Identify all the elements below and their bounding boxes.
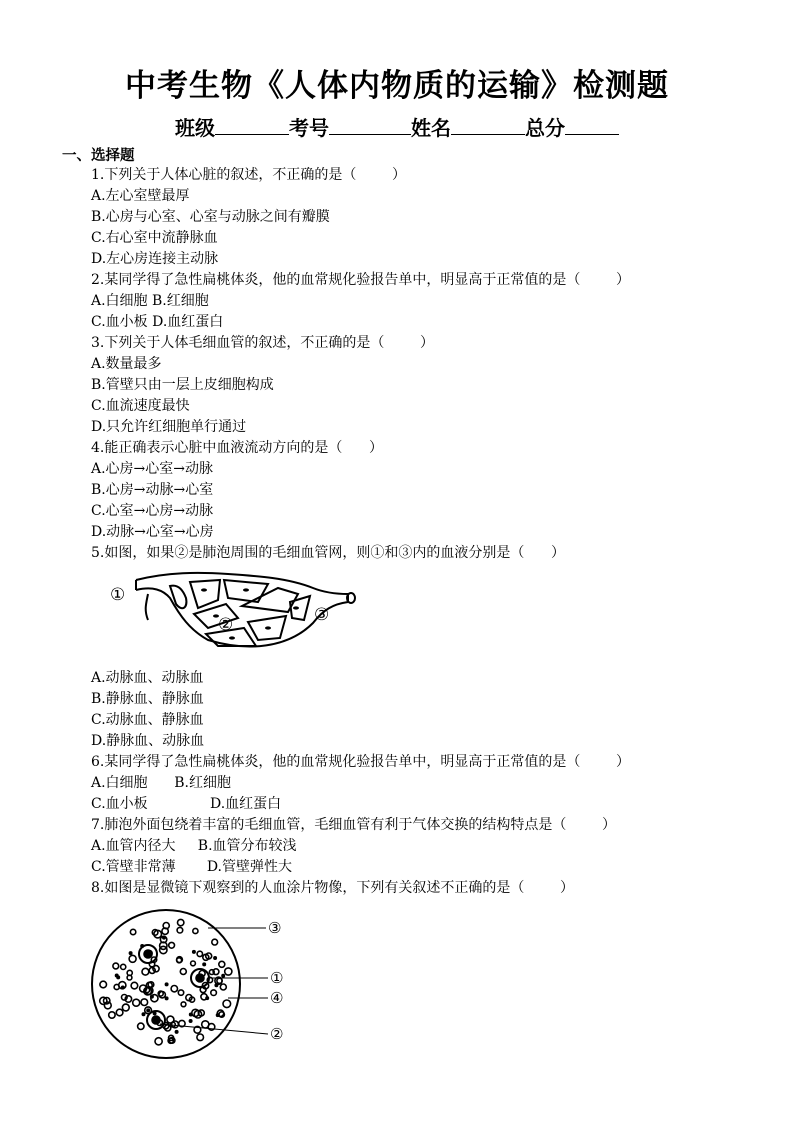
red-blood-cell: [127, 975, 132, 980]
option: A.数量最多: [91, 356, 162, 372]
fig-label: ②: [218, 615, 234, 635]
option: B.心房与心室、心室与动脉之间有瓣膜: [91, 209, 330, 225]
red-blood-cell: [169, 942, 175, 948]
platelet: [165, 983, 167, 985]
platelet: [153, 1012, 155, 1014]
option: C.血流速度最快: [91, 398, 190, 414]
platelet: [206, 997, 208, 999]
option: D.动脉→心室→心房: [91, 524, 214, 540]
class-blank: [215, 115, 289, 135]
platelet: [147, 1009, 149, 1011]
exam-no-label: 考号: [289, 116, 329, 140]
red-blood-cell: [178, 990, 183, 995]
red-blood-cell: [178, 919, 184, 925]
platelet: [193, 951, 195, 953]
platelet: [175, 1031, 177, 1033]
red-blood-cell: [191, 961, 196, 966]
option: A.血管内径大 B.血管分布较浅: [91, 838, 297, 854]
cell-nucleus: [196, 974, 204, 982]
option: C.血小板 D.血红蛋白: [91, 796, 282, 812]
platelet: [214, 957, 216, 959]
option: A.左心室壁最厚: [91, 188, 190, 204]
red-blood-cell: [100, 981, 107, 988]
red-blood-cell: [113, 963, 119, 969]
red-blood-cell: [219, 961, 225, 967]
exam-no-blank: [329, 115, 411, 135]
red-blood-cell: [211, 990, 217, 996]
platelet: [163, 936, 165, 938]
fig-label: ③: [314, 605, 330, 625]
fig-label: ④: [270, 989, 284, 1007]
option: C.血小板 D.血红蛋白: [91, 314, 224, 330]
option: C.管壁非常薄 D.管壁弹性大: [91, 859, 292, 875]
name-label: 姓名: [411, 116, 451, 140]
platelet: [165, 997, 167, 999]
name-blank: [451, 115, 525, 135]
blood-smear-figure: [88, 906, 298, 1062]
option: A.白细胞 B.红细胞: [91, 775, 231, 791]
fig-label: ③: [268, 919, 282, 937]
red-blood-cell: [142, 968, 149, 975]
red-blood-cell: [197, 1034, 204, 1041]
option: A.白细胞 B.红细胞: [91, 293, 209, 309]
red-blood-cell: [158, 991, 163, 996]
option: B.静脉血、静脉血: [91, 691, 204, 707]
red-blood-cell: [133, 999, 140, 1006]
platelet: [203, 963, 205, 965]
option: A.心房→心室→动脉: [91, 461, 214, 477]
fig-label: ②: [270, 1025, 284, 1043]
option: B.心房→动脉→心室: [91, 482, 214, 498]
cell-nucleus: [144, 950, 152, 958]
platelet: [217, 1014, 219, 1016]
red-blood-cell: [131, 982, 138, 989]
red-blood-cell: [180, 969, 186, 975]
red-blood-cell: [193, 928, 198, 933]
red-blood-cell: [220, 984, 226, 990]
red-blood-cell: [122, 1004, 129, 1011]
option: A.动脉血、动脉血: [91, 670, 204, 686]
red-blood-cell: [109, 1012, 115, 1018]
platelet: [141, 945, 143, 947]
section-title: 一、选择题: [62, 148, 135, 164]
fig-label: ①: [270, 969, 284, 987]
red-blood-cell: [130, 929, 135, 934]
option: C.心室→心房→动脉: [91, 503, 214, 519]
page-title: 中考生物《人体内物质的运输》检测题: [125, 68, 669, 104]
capillary-network-figure: [108, 568, 358, 660]
red-blood-cell: [202, 1021, 209, 1028]
question-stem: 4.能正确表示心脏中血液流动方向的是（ ）: [91, 440, 384, 456]
platelet: [151, 995, 153, 997]
platelet: [222, 975, 224, 977]
red-blood-cell: [121, 964, 126, 969]
question-stem: 7.肺泡外面包绕着丰富的毛细血管，毛细血管有利于气体交换的结构特点是（ ）: [91, 817, 616, 833]
platelet: [189, 1020, 191, 1022]
cell-nucleus: [152, 1016, 160, 1024]
red-blood-cell: [171, 986, 177, 992]
option: D.静脉血、动脉血: [91, 733, 205, 749]
class-label: 班级: [175, 116, 215, 140]
question-stem: 8.如图是显微镜下观察到的人血涂片物像，下列有关叙述不正确的是（ ）: [91, 880, 574, 896]
red-blood-cell: [197, 951, 202, 956]
platelet: [117, 976, 119, 978]
platelet: [215, 984, 217, 986]
question-stem: 6.某同学得了急性扁桃体炎，他的血常规化验报告单中，明显高于正常值的是（ ）: [91, 754, 630, 770]
red-blood-cell: [155, 1038, 162, 1045]
platelet: [142, 1013, 144, 1015]
red-blood-cell: [225, 968, 232, 975]
question-stem: 5.如图，如果②是肺泡周围的毛细血管网，则①和③内的血液分别是（ ）: [91, 545, 566, 561]
red-blood-cell: [141, 999, 148, 1006]
fig-label: ①: [110, 585, 126, 605]
student-info-line: [0, 112, 794, 141]
option: B.管壁只由一层上皮细胞构成: [91, 377, 274, 393]
question-stem: 1.下列关于人体心脏的叙述，不正确的是（ ）: [91, 167, 406, 183]
red-blood-cell: [129, 955, 136, 962]
vessel-outline: [136, 573, 348, 594]
red-blood-cell: [217, 978, 222, 983]
score-label: 总分: [525, 116, 565, 140]
question-stem: 3.下列关于人体毛细血管的叙述，不正确的是（ ）: [91, 335, 434, 351]
red-blood-cell: [181, 1002, 186, 1007]
red-blood-cell: [138, 1023, 144, 1029]
option: D.只允许红细胞单行通过: [91, 419, 247, 435]
platelet: [129, 952, 131, 954]
platelet: [122, 986, 124, 988]
score-blank: [565, 115, 619, 135]
platelet: [190, 1013, 192, 1015]
red-blood-cell: [177, 927, 183, 933]
question-stem: 2.某同学得了急性扁桃体炎，他的血常规化验报告单中，明显高于正常值的是（ ）: [91, 272, 630, 288]
red-blood-cell: [212, 939, 218, 945]
option: C.动脉血、静脉血: [91, 712, 204, 728]
option: D.左心房连接主动脉: [91, 251, 219, 267]
red-blood-cell: [223, 1000, 231, 1008]
red-blood-cell: [116, 1009, 123, 1016]
option: C.右心室中流静脉血: [91, 230, 218, 246]
